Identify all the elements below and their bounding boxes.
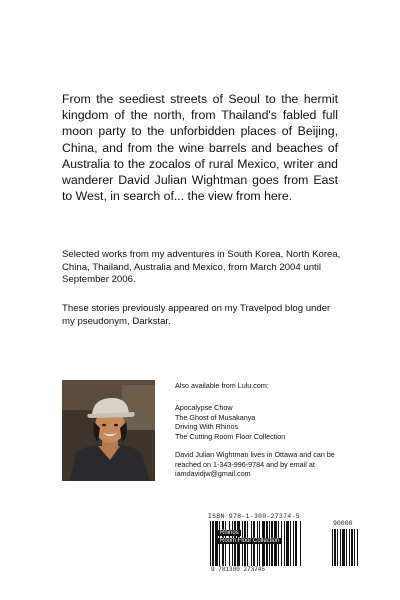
barcode-bar (210, 521, 211, 566)
isbn-digits: 9 781300 273745 (211, 566, 266, 573)
barcode-bar (286, 521, 289, 566)
barcode-bar (212, 521, 214, 566)
selected-works-paragraph: Selected works from my adventures in South Korea, North Korea, China, Thailand, Australia and Mexico, from March 2004 until September 2006. (62, 249, 341, 286)
barcode-addon-bar (340, 529, 341, 566)
barcode-bar (300, 521, 301, 566)
also-available-heading: Also available from Lulu.com: (175, 381, 269, 390)
barcode-bar (293, 521, 294, 566)
list-item: The Ghost of Musakanya (175, 412, 256, 422)
list-item: Apocalypse Chow (175, 403, 233, 412)
previously-appeared-paragraph: These stories previously appeared on my Travelpod blog under my pseudonym, Darkstar. (62, 303, 331, 327)
barcode-bar (290, 521, 291, 566)
barcode-addon-bar (332, 529, 333, 566)
barcode-addon-bar (334, 529, 336, 566)
barcode-addon-bar (346, 529, 347, 566)
barcode-addon-bar (357, 529, 358, 566)
back-cover-blurb: From the seediest streets of Seoul to the hermit kingdom of the north, from Thailand's fabled full moon party to the unforbidden places of Beijing, China, and from the wine barrels and beaches of Australia to the zocalos of rural Mexico, writer and wanderer David Julian Wightman goes from East to West, in search of... the view from here. (62, 92, 338, 204)
barcode-addon-bar (351, 529, 353, 566)
author-photo-illustration (62, 380, 155, 481)
barcode-addon-bar (349, 529, 350, 566)
list-item: Driving With Rhinos (175, 422, 239, 432)
barcode-addon-bar (337, 529, 338, 566)
isbn-text: ISBN 978-1-300-27374-5 (208, 513, 300, 520)
barcode-overlay-label: Room Floor Collection (220, 538, 280, 544)
list-item: The Cutting Room Floor Collection (175, 431, 286, 441)
author-contact: David Julian Wightman lives in Ottawa and can be reached on 1-343-996-9784 and by email at iamdavidjw@gmail.com (175, 450, 335, 479)
other-titles-list (175, 403, 345, 441)
isbn-barcode (208, 513, 365, 573)
barcode-overlay-label: Rhinos (220, 530, 239, 536)
author-photo (62, 380, 155, 481)
barcode-bar (295, 521, 297, 566)
price-code: 90000 (333, 520, 353, 527)
barcode-bar (284, 521, 285, 566)
barcode-addon-bar (342, 529, 345, 566)
barcode-addon-bar (354, 529, 355, 566)
